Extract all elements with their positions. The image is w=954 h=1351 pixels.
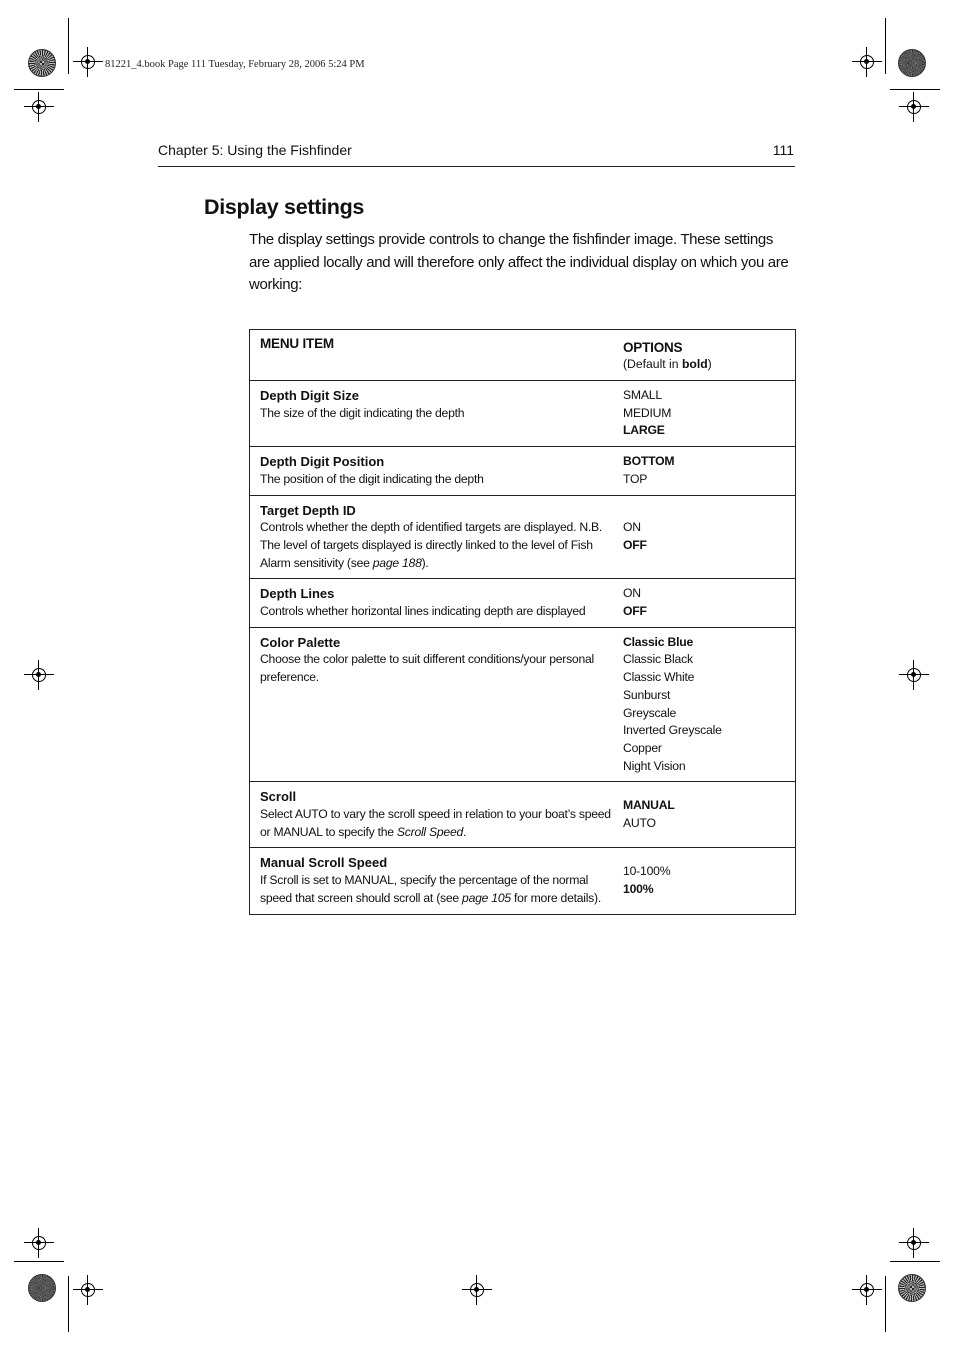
menu-item-description: Choose the color palette to suit different conditions/your personal preference. — [260, 652, 594, 685]
trim-line — [890, 89, 940, 90]
default-option: LARGE — [623, 423, 665, 438]
table-row — [250, 381, 796, 447]
default-option: BOTTOM — [623, 454, 675, 469]
menu-item-description: Controls whether horizontal lines indicating depth are displayed — [260, 604, 586, 619]
default-note — [623, 357, 712, 371]
options-cell — [613, 627, 796, 782]
table-header-row — [250, 330, 796, 381]
default-option: 100% — [623, 882, 654, 897]
page-number: 111 — [772, 142, 794, 158]
menu-item-cell — [250, 782, 614, 848]
crosshair-mark — [79, 53, 97, 71]
menu-item-description: The size of the digit indicating the depth — [260, 405, 465, 420]
option: Copper — [623, 740, 662, 755]
menu-item-description: The position of the digit indicating the depth — [260, 471, 484, 486]
table-row — [250, 627, 796, 782]
option: Inverted Greyscale — [623, 723, 722, 738]
trim-line — [14, 1261, 64, 1262]
crosshair-mark — [30, 98, 48, 116]
option: MEDIUM — [623, 405, 672, 420]
table-row — [250, 782, 796, 848]
menu-item-cell — [250, 848, 614, 914]
crosshair-mark — [30, 1234, 48, 1252]
running-header — [158, 141, 795, 167]
table-row — [250, 495, 796, 579]
option: Classic White — [623, 670, 695, 685]
option: Classic Black — [623, 652, 693, 667]
menu-item-name: Depth Digit Size — [260, 388, 359, 403]
option: ON — [623, 520, 641, 535]
description-text: Controls whether the depth of identified targets are displayed. N.B. The level of targets displayed is directly linked to the level of Fish Alarm sensitivity (see — [260, 520, 603, 570]
menu-item-name: Depth Lines — [260, 586, 335, 602]
intro-paragraph: The display settings provide controls to change the fishfinder image. These settings are applied locally and will therefore only affect the individual display on which you are working: — [249, 231, 789, 293]
menu-item-cell — [250, 447, 614, 495]
options-cell — [613, 447, 796, 495]
options-cell — [613, 495, 796, 579]
default-note-prefix: (Default in — [623, 357, 682, 372]
default-option: Classic Blue — [623, 634, 694, 649]
crosshair-mark — [858, 53, 876, 71]
crosshair-mark — [79, 1281, 97, 1299]
crosshair-mark — [905, 666, 923, 684]
menu-item-description — [260, 806, 613, 841]
chapter-title: Chapter 5: Using the Fishfinder — [158, 142, 352, 158]
crosshair-mark — [30, 666, 48, 684]
trim-line — [885, 18, 886, 74]
cross-reference: Scroll Speed — [396, 824, 464, 839]
option: AUTO — [623, 815, 656, 830]
option: Night Vision — [623, 758, 686, 773]
crosshair-mark — [858, 1281, 876, 1299]
registration-rosette — [898, 1274, 926, 1302]
registration-rosette — [898, 49, 926, 77]
option: TOP — [623, 471, 648, 486]
settings-table — [249, 329, 796, 915]
section-title: Display settings — [204, 195, 365, 219]
options-cell — [613, 782, 796, 848]
crosshair-mark — [905, 98, 923, 116]
default-note-bold: bold — [681, 357, 708, 372]
registration-rosette — [28, 1274, 56, 1302]
option: Sunburst — [623, 687, 671, 702]
table-row — [250, 848, 796, 914]
trim-line — [890, 1261, 940, 1262]
trim-line — [68, 18, 69, 74]
menu-item-name: Manual Scroll Speed — [260, 855, 388, 871]
options-cell — [613, 381, 796, 447]
options-header: OPTIONS — [623, 339, 683, 355]
menu-item-cell — [250, 495, 614, 579]
description-text: ). — [421, 555, 429, 570]
options-cell — [613, 579, 796, 627]
crosshair-mark — [468, 1281, 486, 1299]
menu-item-cell — [250, 381, 614, 447]
table-row — [250, 447, 796, 495]
menu-item-name: Color Palette — [260, 634, 341, 650]
menu-item-description — [260, 872, 613, 907]
menu-item-header: MENU ITEM — [260, 336, 334, 351]
table-row — [250, 579, 796, 627]
crosshair-mark — [905, 1234, 923, 1252]
option: 10-100% — [623, 864, 671, 879]
menu-item-cell — [250, 579, 614, 627]
trim-line — [14, 89, 64, 90]
trim-line — [885, 1276, 886, 1332]
menu-item-name: Target Depth ID — [260, 502, 356, 518]
description-text: . — [463, 824, 467, 839]
menu-item-name: Scroll — [260, 789, 297, 805]
menu-item-header-cell — [250, 330, 614, 381]
menu-item-description — [260, 519, 613, 572]
registration-rosette — [28, 49, 56, 77]
options-header-cell — [613, 330, 796, 381]
default-option: MANUAL — [623, 798, 675, 813]
description-text: for more details). — [510, 890, 601, 905]
default-note-suffix: ) — [707, 357, 712, 372]
menu-item-cell — [250, 627, 614, 782]
option: ON — [623, 586, 641, 601]
cross-reference: page 105 — [462, 890, 511, 905]
option: Greyscale — [623, 705, 677, 720]
option: SMALL — [623, 388, 662, 402]
print-slug: 81221_4.book Page 111 Tuesday, February 28, 2006 5:24 PM — [105, 59, 365, 70]
description-text: If Scroll is set to MANUAL, specify the percentage of the normal speed that screen should scroll at (see — [260, 873, 589, 905]
menu-item-name: Depth Digit Position — [260, 454, 385, 470]
default-option: OFF — [623, 604, 647, 619]
description-text: Select AUTO to vary the scroll speed in relation to your boat’s speed or MANUAL to specify the — [260, 807, 611, 839]
cross-reference: page 188 — [372, 555, 422, 570]
options-cell — [613, 848, 796, 914]
trim-line — [68, 1276, 69, 1332]
default-option: OFF — [623, 537, 647, 552]
